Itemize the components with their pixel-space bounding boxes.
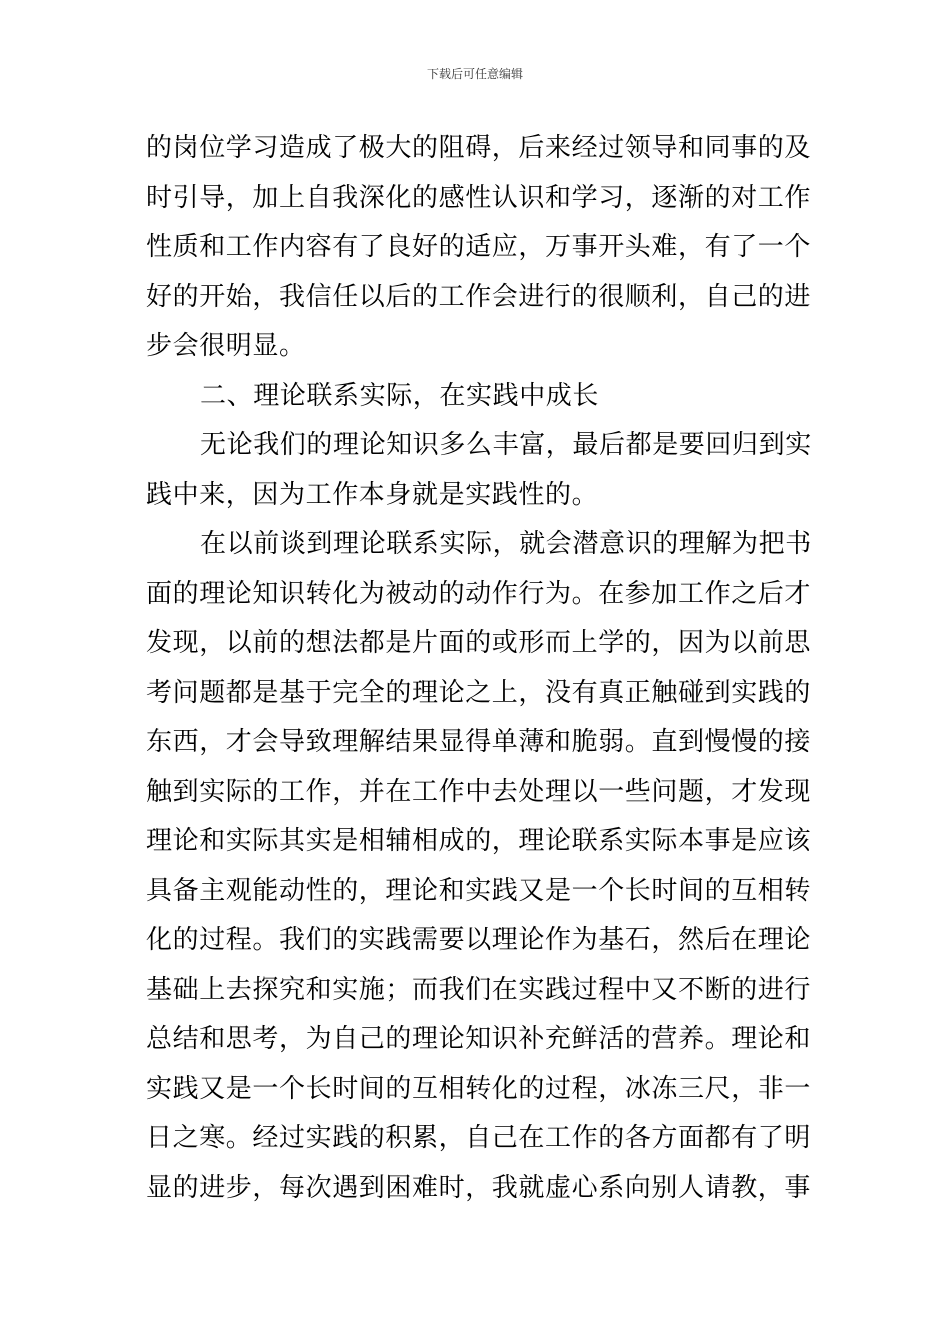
text-line: 理论和实际其实是相辅相成的，理论联系实际本事是应该 [146, 826, 812, 856]
text-line: 步会很明显。 [146, 331, 306, 361]
text-line: 东西，才会导致理解结果显得单薄和脆弱。直到慢慢的接 [146, 727, 812, 757]
document-body [146, 124, 816, 1213]
text-line: 发现，以前的想法都是片面的或形而上学的，因为以前思 [146, 628, 812, 658]
text-line: 好的开始，我信任以后的工作会进行的很顺利，自己的进 [146, 281, 812, 312]
text-line: 的岗位学习造成了极大的阻碍，后来经过领导和同事的及 [146, 133, 812, 163]
text-line: 在以前谈到理论联系实际，就会潜意识的理解为把书 [200, 529, 812, 559]
text-line: 触到实际的工作，并在工作中去处理以一些问题，才发现 [146, 776, 812, 807]
text-line: 显的进步，每次遇到困难时，我就虚心系向别人请教，事 [146, 1172, 812, 1203]
text-line: 性质和工作内容有了良好的适应，万事开头难，有了一个 [146, 232, 812, 262]
text-line: 日之寒。经过实践的积累，自己在工作的各方面都有了明 [146, 1123, 812, 1153]
page-header: 下载后可任意编辑 [426, 67, 523, 81]
text-line: 考问题都是基于完全的理论之上，没有真正触碰到实践的 [146, 677, 812, 708]
text-line: 化的过程。我们的实践需要以理论作为基石，然后在理论 [146, 925, 812, 955]
text-line: 实践又是一个长时间的互相转化的过程，冰冻三尺，非一 [146, 1073, 812, 1104]
text-line: 践中来，因为工作本身就是实践性的。 [146, 479, 599, 510]
text-line: 无论我们的理论知识多么丰富，最后都是要回归到实 [200, 430, 812, 460]
text-line: 具备主观能动性的，理论和实践又是一个长时间的互相转 [146, 875, 812, 906]
text-line: 面的理论知识转化为被动的动作行为。在参加工作之后才 [146, 578, 812, 609]
text-line: 基础上去探究和实施；而我们在实践过程中又不断的进行 [146, 974, 812, 1005]
text-line: 时引导，加上自我深化的感性认识和学习，逐渐的对工作 [146, 182, 812, 213]
text-line: 总结和思考，为自己的理论知识补充鲜活的营养。理论和 [146, 1024, 812, 1054]
section-heading: 二、理论联系实际，在实践中成长 [200, 380, 600, 411]
